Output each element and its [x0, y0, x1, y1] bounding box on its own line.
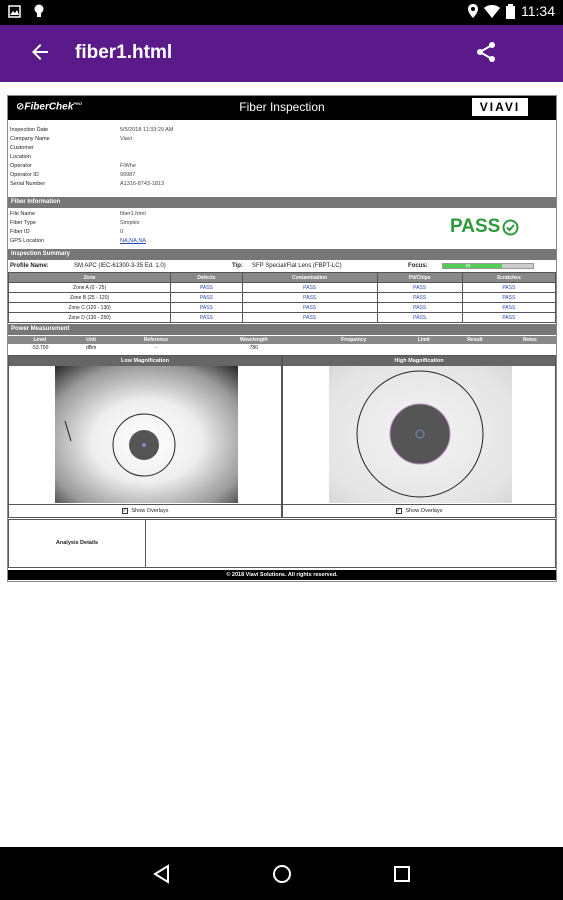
report-header: [8, 96, 556, 120]
info-row: Location: [10, 154, 31, 160]
report-footer: © 2018 Viavi Solutions. All rights reserved.: [8, 570, 556, 580]
magnification-panels: [8, 355, 556, 518]
table-row: Zone C (120 - 130) PASS PASS PASS PASS: [9, 303, 556, 313]
analysis-details: Analysis Details: [8, 519, 556, 568]
check-circle-icon: [502, 219, 519, 236]
location-icon: [468, 4, 478, 18]
checkbox-checked-icon[interactable]: ✓: [396, 507, 401, 514]
info-row: File Name fiber1.html: [10, 211, 146, 217]
navigation-bar: [0, 847, 563, 900]
gallery-notification-icon: [8, 5, 21, 18]
battery-icon: [506, 4, 515, 19]
zone-table: Zone Defects Contamination Pit/Chips Scratches Zone A (0 - 25) PASS PASS PASS PASS Zone B (25 - 120) PASS PASS PASS PASS Zone C (120 - 130) PASS PASS PASS PASS Zone D (130 - 250) PASS PASS PASS PASS: [8, 272, 556, 323]
info-row: Company Name Viavi: [10, 136, 132, 142]
page-title: fiber1.html: [75, 42, 173, 63]
back-nav-icon[interactable]: [150, 862, 174, 886]
checkbox-checked-icon[interactable]: ✓: [122, 507, 127, 514]
info-row: Inspection Date 5/5/2018 11:33:29 AM: [10, 127, 174, 133]
info-row: Customer: [10, 145, 34, 151]
status-bar: [0, 0, 563, 25]
table-row: -53.700 dBm - 780: [31, 345, 258, 351]
report-title: Fiber Inspection: [239, 100, 325, 114]
fiber-report: [7, 95, 557, 582]
info-row: Serial Number A1316-8743-1813: [10, 181, 165, 187]
high-show-overlays[interactable]: ✓ Show Overlays: [283, 504, 555, 517]
share-icon[interactable]: [474, 40, 498, 64]
power-measurement-header: Power Measurement: [8, 324, 556, 335]
low-mag-panel: Low Magnification ✓ Show Overlays: [8, 355, 282, 518]
viavi-logo: VIAVI: [472, 98, 528, 116]
inspection-summary-header: Inspection Summary: [8, 249, 556, 260]
profile-row: Profile Name: SM APC (IEC-61300-3-35 Ed. 1.0) Tip: SFP Special/Flat Lens (FBPT-LC) Focus: 65: [8, 262, 556, 272]
high-mag-fiber-image: [329, 366, 512, 503]
app-bar: [0, 25, 563, 82]
fiberchek-mark-icon: ⊘: [16, 101, 25, 113]
power-table: Level Unit Reference Wavelength Frequency Limit Result Notes -53.700 dBm - 780: [8, 336, 556, 352]
inspection-info: [10, 127, 310, 190]
low-mag-fiber-image: [55, 366, 238, 503]
table-row: Zone A (0 - 25) PASS PASS PASS PASS: [9, 283, 556, 293]
lightbulb-notification-icon: [33, 4, 45, 18]
table-row: Zone D (130 - 250) PASS PASS PASS PASS: [9, 313, 556, 323]
table-row: Zone B (25 - 120) PASS PASS PASS PASS: [9, 293, 556, 303]
info-row: Operator FiWhe: [10, 163, 136, 169]
focus-bar: 65: [442, 263, 534, 269]
info-row: Operator ID 99987: [10, 172, 136, 178]
fiber-info: [10, 211, 310, 247]
wifi-icon: [484, 5, 500, 18]
gps-link[interactable]: NA,NA,NA: [120, 238, 146, 244]
high-mag-panel: High Magnification ✓ Show Overlays: [282, 355, 556, 518]
home-icon[interactable]: [270, 862, 294, 886]
fiberchek-logo: ⊘FiberChek$^{PRO}$: [16, 101, 82, 113]
clock: 11:34: [521, 3, 555, 19]
info-row: Fiber ID 0: [10, 229, 124, 235]
overall-result: PASS: [450, 216, 519, 238]
back-arrow-icon[interactable]: [28, 40, 52, 64]
info-row: GPS Location NA,NA,NA: [10, 238, 310, 247]
low-show-overlays[interactable]: ✓ Show Overlays: [9, 504, 281, 517]
fiber-info-header: Fiber Information: [8, 197, 556, 208]
info-row: Fiber Type Simplex: [10, 220, 140, 226]
recent-apps-icon[interactable]: [390, 862, 414, 886]
